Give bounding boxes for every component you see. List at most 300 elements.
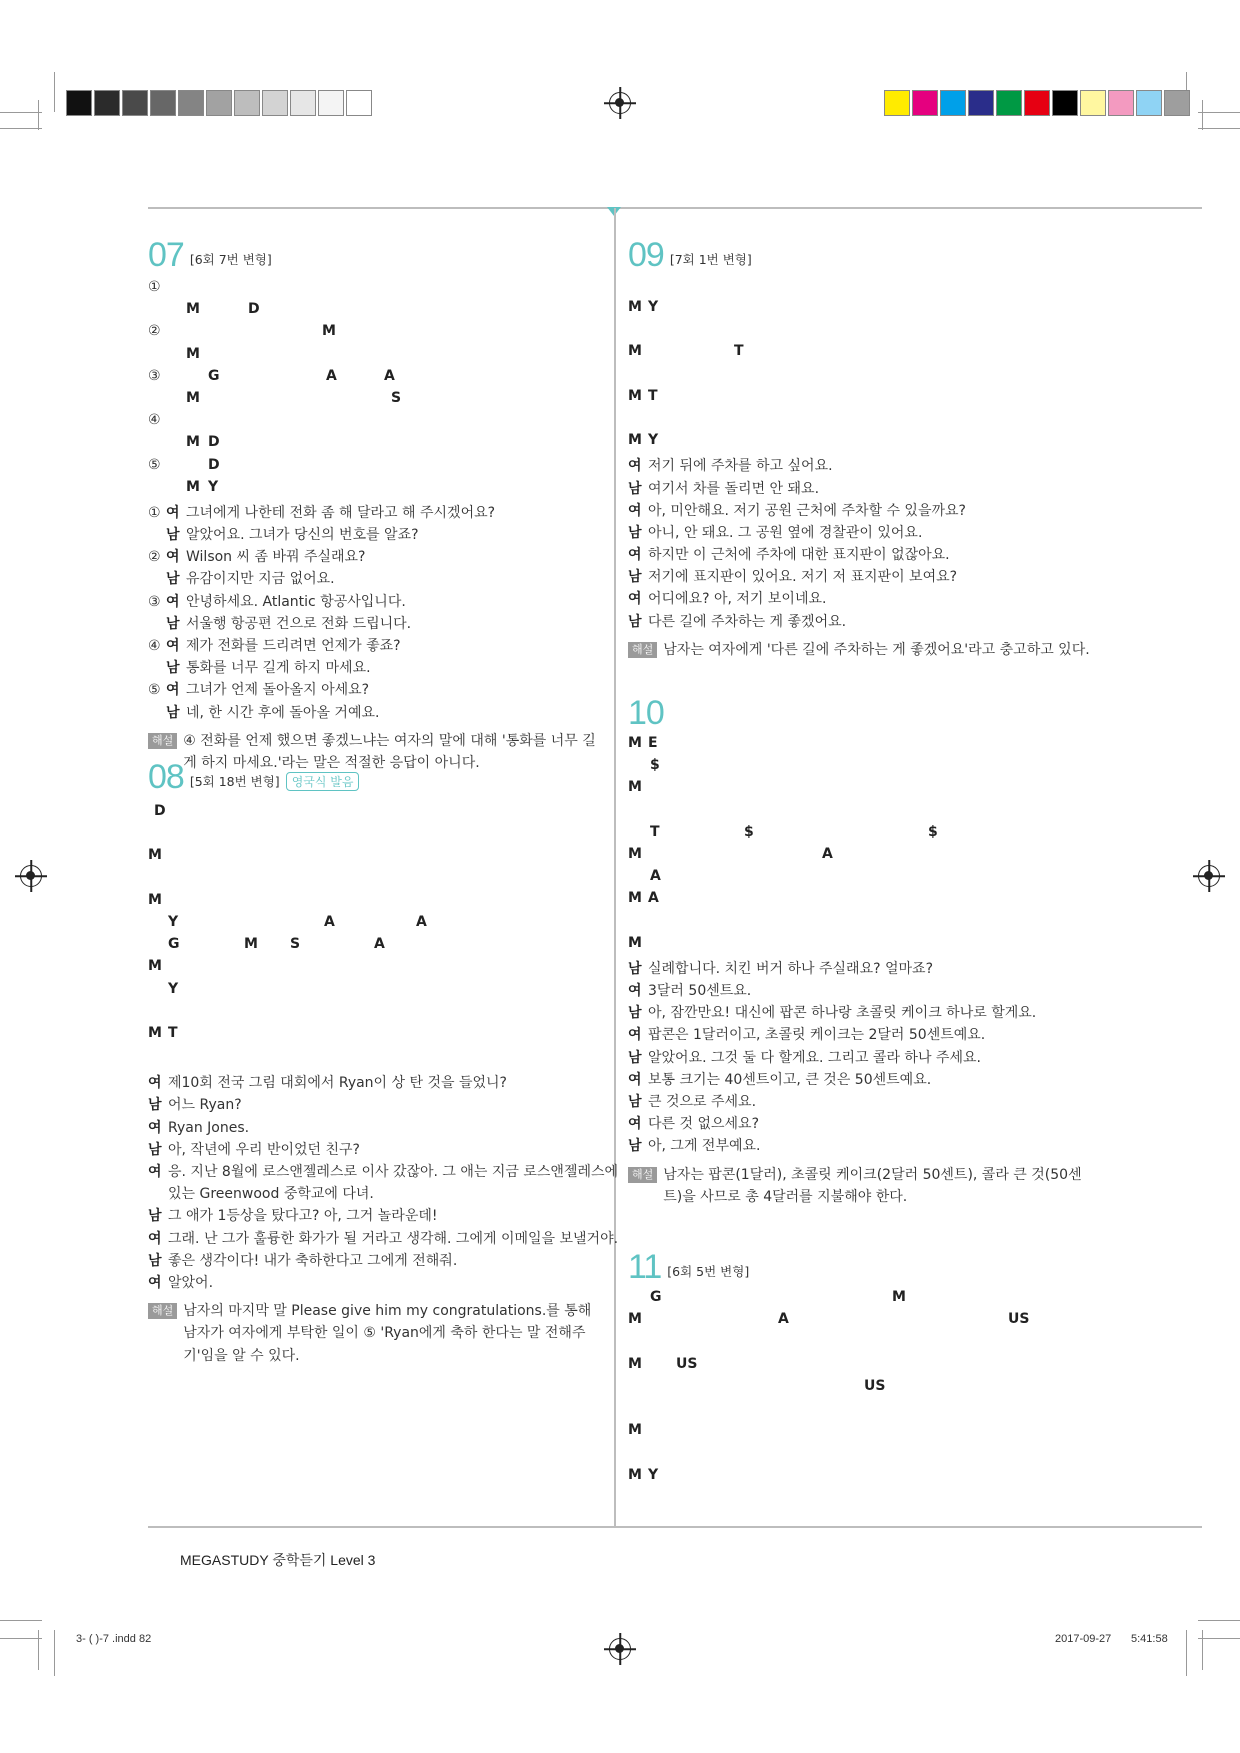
fragment-glyph: M: [186, 345, 200, 362]
crop-mark-tl-h: [0, 112, 42, 113]
slug-filename: 3- ( )-7 .indd 82: [76, 1633, 152, 1645]
fragment-glyph: M: [628, 1311, 642, 1328]
fragment-line: [628, 932, 1098, 954]
dialog-line: [628, 1069, 1098, 1091]
dialog-text: 그 애가 1등상을 탔다고? 아, 그거 놀라운데!: [168, 1208, 438, 1225]
dialog-line: [148, 1183, 598, 1205]
question-08: [148, 756, 619, 1367]
color-swatch: [912, 90, 938, 116]
speaker-label: 남: [148, 1097, 162, 1114]
fragment-glyph: A: [778, 1311, 789, 1328]
dialog-text: 저기 뒤에 주차를 하고 싶어요.: [648, 458, 833, 475]
fragment-glyph: M: [186, 389, 200, 406]
dialog-text: 그녀가 언제 돌아올지 아세요?: [186, 682, 370, 699]
transcript-fragments: [628, 296, 1098, 451]
crop-mark-tl-v2: [38, 100, 39, 130]
dialog-text: 통화를 너무 길게 하지 마세요.: [186, 660, 371, 677]
dialog-line: [148, 1272, 598, 1294]
dialog-line: [628, 980, 1098, 1002]
option-number: ④: [148, 638, 161, 654]
dialog-line: [148, 591, 598, 613]
fragment-line: [628, 1330, 1098, 1352]
speaker-label: 여: [628, 1071, 642, 1088]
speaker-label: 남: [628, 960, 642, 977]
color-swatch: [318, 90, 344, 116]
dialog-line: [628, 1113, 1098, 1135]
question-source-tag: [5회 18번 변형]: [189, 774, 280, 789]
speaker-label: 남: [148, 1252, 162, 1269]
dialog-text: 팝콘은 1달러이고, 초콜릿 케이크는 2달러 50센트예요.: [648, 1027, 986, 1044]
left-column: [148, 234, 619, 1364]
fragment-glyph: Y: [168, 980, 179, 997]
fragment-glyph: M: [628, 343, 642, 360]
speaker-label: 여: [148, 1274, 162, 1291]
fragment-line: [628, 429, 1098, 451]
fragment-glyph: M: [628, 890, 642, 907]
fragment-glyph: M: [628, 1466, 642, 1483]
explanation-text: 남자의 마지막 말 Please give him my congratulations.를 통해 남자가 여자에게 부탁한 일이 ⑤ 'Ryan에게 축하 한다는 말 전해주기'임을 알 수 있다.: [183, 1303, 592, 1364]
dialog-line: [148, 546, 598, 568]
color-swatch: [884, 90, 910, 116]
column-divider: [614, 208, 616, 1526]
dialog-line: [628, 1002, 1098, 1024]
dialog-line: [148, 568, 598, 590]
pronunciation-badge: 영국식 발음: [286, 772, 360, 791]
dialog-line: [148, 524, 598, 546]
fragment-line: [628, 776, 1098, 798]
speaker-label: 여: [148, 1164, 162, 1180]
dialog-text: 다른 것 없으세요?: [648, 1116, 759, 1133]
explanation-tag: 해설: [628, 1167, 657, 1183]
color-swatch: [1108, 90, 1134, 116]
explanation-text: 남자는 팝콘(1달러), 초콜릿 케이크(2달러 50센트), 콜라 큰 것(50센트)을 사므로 총 4달러를 지불해야 한다.: [663, 1166, 1082, 1205]
fragment-line: [628, 1375, 1098, 1397]
dialog-line: [148, 1161, 619, 1183]
color-swatch: [346, 90, 372, 116]
explanation-tag: 해설: [148, 1303, 177, 1319]
option-number: ⑤: [148, 682, 161, 699]
fragment-glyph: Y: [648, 1466, 659, 1483]
transcript-fragments: [148, 800, 598, 1044]
option-number: ①: [148, 279, 161, 295]
dialog-text: 어디에요? 아, 저기 보이네요.: [648, 591, 827, 608]
explanation-tag: 해설: [148, 733, 177, 749]
explanation: [628, 1164, 1098, 1208]
fragment-line: [628, 887, 1098, 909]
dialog-text: 안녕하세요. Atlantic 항공사입니다.: [186, 593, 406, 610]
fragment-line: [628, 754, 1098, 776]
fragment-glyph: M: [628, 299, 642, 315]
speaker-label: 남: [166, 615, 180, 632]
fragment-glyph: M: [628, 387, 642, 404]
speaker-label: 여: [148, 1230, 162, 1247]
question-number: 08: [148, 758, 184, 796]
fragment-glyph: T: [734, 343, 744, 360]
crop-mark-bl-h: [0, 1620, 42, 1621]
fragment-line: [628, 1464, 1098, 1486]
fragment-line: [628, 843, 1098, 865]
speaker-label: 여: [628, 983, 642, 1000]
fragment-glyph: A: [326, 367, 337, 384]
dialog-line: [148, 679, 598, 701]
fragment-line: [148, 911, 598, 933]
dialog-line: [628, 1047, 1098, 1069]
fragment-glyph: M: [148, 1024, 162, 1041]
crop-mark-tl-v: [54, 72, 55, 112]
dialog-line: [148, 1205, 598, 1227]
fragment-glyph: Y: [208, 478, 219, 495]
fragment-glyph: A: [416, 913, 427, 930]
dialog-line: [628, 1135, 1098, 1157]
speaker-label: 여: [166, 682, 180, 699]
dialog-line: [148, 1072, 598, 1094]
color-swatch: [206, 90, 232, 116]
fragment-line: [148, 343, 598, 365]
fragment-glyph: S: [391, 389, 402, 406]
speaker-label: 여: [628, 502, 642, 519]
bottom-rule: [148, 1526, 1202, 1528]
fragment-glyph: Y: [648, 299, 659, 315]
question-source-tag: [6회 5번 변형]: [667, 1264, 750, 1279]
dialog-line: [148, 702, 598, 724]
question-number: 09: [628, 236, 664, 274]
fragment-line: [628, 296, 1098, 318]
crop-mark-br-v2: [1202, 1630, 1203, 1670]
speaker-label: 여: [628, 458, 642, 475]
question-header: [628, 1246, 1098, 1284]
dialog-line: [628, 1091, 1098, 1113]
question-number: 10: [628, 694, 664, 732]
dialog-line: [628, 588, 1098, 610]
fragment-line: [628, 865, 1098, 887]
fragment-glyph: Y: [168, 913, 179, 930]
question-source-tag: [6회 7번 변형]: [189, 252, 272, 267]
fragment-line: [148, 800, 598, 822]
question-header: [628, 692, 1098, 730]
color-swatch: [290, 90, 316, 116]
fragment-line: [628, 340, 1098, 362]
slug-time: 5:41:58: [1131, 1633, 1168, 1645]
dialog-text: 여기서 차를 돌리면 안 돼요.: [648, 480, 820, 497]
fragment-glyph: M: [628, 934, 642, 951]
speaker-label: 여: [148, 1075, 162, 1092]
option-number: ⑤: [148, 456, 161, 473]
speaker-label: 남: [148, 1208, 162, 1225]
dialog-text: 아, 그게 전부예요.: [648, 1138, 761, 1155]
fragment-glyph: T: [168, 1024, 178, 1041]
dialog-text: 제가 전화를 드리려면 언제가 좋죠?: [186, 638, 401, 654]
color-swatch: [1080, 90, 1106, 116]
fragment-glyph: Y: [648, 432, 659, 449]
crop-mark-br-v: [1186, 1630, 1187, 1676]
fragment-glyph: M: [628, 1422, 642, 1439]
dialog-text: 알았어.: [168, 1274, 214, 1291]
fragment-glyph: G: [208, 367, 220, 384]
dialog-text: 그녀에게 나한테 전화 좀 해 달라고 해 주시겠어요?: [186, 504, 496, 521]
crop-mark-tr-h2: [1198, 128, 1240, 129]
fragment-glyph: $: [928, 823, 938, 840]
explanation-text: 남자는 여자에게 '다른 길에 주차하는 게 좋겠어요'라고 충고하고 있다.: [663, 641, 1090, 658]
fragment-line: [628, 821, 1098, 843]
registration-mark-bottom-icon: [609, 1638, 631, 1660]
fragment-line: [148, 822, 598, 844]
fragment-glyph: M: [628, 779, 642, 796]
dialog-text: 그래. 난 그가 훌륭한 화가가 될 거라고 생각해. 그에게 이메일을 보낼거야.: [168, 1230, 619, 1247]
translation-dialog: [148, 1072, 619, 1294]
color-swatch: [234, 90, 260, 116]
fragment-line: [148, 1000, 598, 1022]
color-swatch: [1052, 90, 1078, 116]
crop-mark-tr-h: [1198, 112, 1240, 113]
dialog-line: [628, 478, 1098, 500]
fragment-line: [148, 889, 598, 911]
fragment-glyph: A: [650, 868, 661, 885]
fragment-glyph: M: [628, 432, 642, 449]
option-number: ②: [148, 323, 161, 340]
speaker-label: 남: [628, 1005, 642, 1022]
fragment-glyph: T: [648, 387, 658, 404]
color-swatch: [262, 90, 288, 116]
speaker-label: 남: [628, 1094, 642, 1110]
speaker-label: 여: [166, 504, 180, 521]
color-swatch: [1164, 90, 1190, 116]
fragment-glyph: M: [186, 478, 200, 495]
speaker-label: 남: [166, 704, 180, 721]
option-number: ①: [148, 504, 161, 521]
dialog-text: 아니, 안 돼요. 그 공원 옆에 경찰관이 있어요.: [648, 524, 923, 541]
color-swatch: [66, 90, 92, 116]
color-swatch: [1024, 90, 1050, 116]
question-07: [148, 234, 598, 774]
slug-date: 2017-09-27: [1055, 1633, 1112, 1645]
dialog-line: [628, 455, 1098, 477]
crop-mark-br-h: [1198, 1620, 1240, 1621]
speaker-label: 여: [148, 1119, 162, 1136]
dialog-line: [148, 635, 598, 657]
dialog-line: [628, 566, 1098, 588]
dialog-text: 어느 Ryan?: [168, 1097, 242, 1114]
fragment-glyph: A: [324, 913, 335, 930]
color-swatch: [996, 90, 1022, 116]
fragment-line: [628, 385, 1098, 407]
registration-mark-left-icon: [20, 865, 42, 887]
fragment-line: [148, 431, 598, 453]
translation-dialog: [628, 455, 1098, 633]
speaker-label: 여: [628, 547, 642, 564]
dialog-line: [628, 611, 1098, 633]
fragment-glyph: T: [650, 823, 660, 840]
fragment-glyph: M: [322, 323, 336, 340]
dialog-line: [628, 958, 1098, 980]
fragment-glyph: A: [648, 890, 659, 907]
crop-mark-tl-h2: [0, 128, 42, 129]
fragment-line: [148, 365, 598, 387]
fragment-line: [148, 454, 598, 476]
option-number: ③: [148, 367, 161, 384]
dialog-text: 서울행 항공편 건으로 전화 드립니다.: [186, 615, 412, 632]
speaker-label: 남: [166, 660, 180, 677]
fragment-line: [148, 1022, 598, 1044]
fragment-line: [148, 298, 598, 320]
dialog-text: 아, 미안해요. 저기 공원 근처에 주차할 수 있을까요?: [648, 502, 966, 519]
fragment-glyph: M: [148, 891, 162, 908]
speaker-label: 남: [628, 1138, 642, 1155]
fragment-line: [628, 1397, 1098, 1419]
fragment-glyph: US: [676, 1355, 698, 1372]
fragment-line: [148, 409, 598, 431]
speaker-label: 남: [628, 569, 642, 586]
fragment-glyph: M: [186, 301, 200, 318]
dialog-text: 하지만 이 근처에 주차에 대한 표지판이 없잖아요.: [648, 547, 950, 564]
dialog-text: 다른 길에 주차하는 게 좋겠어요.: [648, 613, 847, 630]
question-header: [628, 234, 1098, 272]
fragment-line: [148, 276, 598, 298]
crop-mark-bl-v: [54, 1630, 55, 1676]
fragment-glyph: M: [148, 847, 162, 864]
right-column: [628, 234, 1098, 1483]
fragment-line: [148, 844, 598, 866]
fragment-glyph: M: [628, 1355, 642, 1372]
explanation-tag: 해설: [628, 642, 657, 658]
fragment-line: [628, 1419, 1098, 1441]
fragment-glyph: S: [290, 936, 301, 953]
color-swatch: [940, 90, 966, 116]
dialog-line: [628, 1024, 1098, 1046]
color-swatch: [150, 90, 176, 116]
question-10: [628, 692, 1098, 1208]
speaker-label: 남: [628, 524, 642, 541]
dialog-text: 알았어요. 그녀가 당신의 번호를 알죠?: [186, 527, 419, 544]
dialog-text: Wilson 씨 좀 바꿔 주실래요?: [186, 549, 366, 566]
color-swatch: [122, 90, 148, 116]
fragment-line: [628, 1286, 1098, 1308]
dialog-line: [628, 544, 1098, 566]
fragment-glyph: D: [248, 301, 260, 318]
fragment-glyph: M: [244, 936, 258, 953]
fragment-glyph: US: [864, 1377, 886, 1394]
color-swatch: [94, 90, 120, 116]
dialog-text: 큰 것으로 주세요.: [648, 1094, 757, 1110]
fragment-line: [148, 933, 598, 955]
fragment-glyph: D: [154, 803, 166, 819]
fragment-line: [148, 476, 598, 498]
fragment-glyph: US: [1008, 1311, 1030, 1328]
fragment-glyph: G: [168, 936, 180, 953]
fragment-glyph: $: [650, 757, 660, 774]
speaker-label: 남: [148, 1141, 162, 1158]
speaker-label: 남: [628, 1049, 642, 1066]
speaker-label: 여: [628, 1027, 642, 1044]
dialog-text: 3달러 50센트요.: [648, 983, 752, 1000]
dialog-text: 아, 작년에 우리 반이었던 친구?: [168, 1141, 360, 1158]
dialog-text: 있는 Greenwood 중학교에 다녀.: [168, 1186, 374, 1203]
transcript-fragments: [628, 1286, 1098, 1486]
speaker-label: 여: [628, 591, 642, 608]
option-transcript-fragments: [148, 276, 598, 498]
question-source-tag: [7회 1번 변형]: [669, 252, 752, 267]
speaker-label: 여: [166, 638, 180, 654]
dialog-line: [148, 1139, 598, 1161]
dialog-line: [148, 613, 598, 635]
question-number: 11: [628, 1248, 662, 1286]
fragment-line: [628, 910, 1098, 932]
fragment-line: [148, 978, 598, 1000]
fragment-line: [628, 732, 1098, 754]
question-09: [628, 234, 1098, 661]
dialog-text: 알았어요. 그것 둘 다 할게요. 그리고 콜라 하나 주세요.: [648, 1049, 981, 1066]
crop-mark-tr-v2: [1202, 100, 1203, 130]
option-number: ③: [148, 593, 161, 610]
dialog-line: [148, 1117, 598, 1139]
translation-dialog: [148, 502, 598, 724]
fragment-line: [628, 1353, 1098, 1375]
question-11: [628, 1246, 1098, 1486]
fragment-line: [628, 799, 1098, 821]
dialog-text: 실례합니다. 치킨 버거 하나 주실래요? 얼마죠?: [648, 960, 933, 977]
fragment-line: [148, 387, 598, 409]
fragment-line: [148, 955, 598, 977]
fragment-glyph: M: [892, 1289, 906, 1305]
fragment-glyph: G: [650, 1289, 662, 1305]
dialog-text: 응. 지난 8월에 로스앤젤레스로 이사 갔잖아. 그 애는 지금 로스앤젤레스에: [168, 1164, 619, 1180]
dialog-text: 저기에 표지판이 있어요. 저기 저 표지판이 보여요?: [648, 569, 958, 586]
fragment-glyph: A: [374, 936, 385, 953]
fragment-line: [628, 318, 1098, 340]
fragment-glyph: A: [822, 845, 833, 862]
fragment-glyph: $: [744, 823, 754, 840]
registration-mark-top-icon: [609, 92, 631, 114]
crop-mark-bl-h2: [0, 1638, 42, 1639]
color-swatch: [1136, 90, 1162, 116]
fragment-glyph: M: [628, 845, 642, 862]
registration-mark-right-icon: [1198, 865, 1220, 887]
dialog-line: [148, 657, 598, 679]
book-title: MEGASTUDY 중학듣기 Level 3: [180, 1552, 376, 1568]
explanation: [148, 1300, 598, 1367]
speaker-label: 여: [166, 593, 180, 610]
dialog-line: [628, 500, 1098, 522]
fragment-glyph: D: [208, 456, 220, 473]
question-number: 07: [148, 236, 184, 274]
dialog-line: [148, 502, 598, 524]
fragment-line: [628, 1308, 1098, 1330]
question-header: [148, 234, 598, 272]
speaker-label: 여: [166, 549, 180, 566]
fragment-glyph: M: [148, 958, 162, 975]
dialog-line: [628, 522, 1098, 544]
speaker-label: 남: [166, 527, 180, 544]
dialog-text: Ryan Jones.: [168, 1119, 250, 1136]
explanation: [628, 639, 1098, 661]
fragment-line: [628, 407, 1098, 429]
crop-mark-br-h2: [1198, 1638, 1240, 1639]
question-header: [148, 756, 598, 794]
fragment-glyph: M: [628, 735, 642, 751]
option-number: ②: [148, 549, 161, 566]
fragment-line: [628, 363, 1098, 385]
fragment-line: [148, 320, 598, 342]
fragment-glyph: M: [186, 434, 200, 451]
transcript-fragments: [628, 732, 1098, 954]
fragment-glyph: E: [648, 735, 658, 751]
crop-mark-bl-v2: [38, 1630, 39, 1670]
dialog-text: 제10회 전국 그림 대회에서 Ryan이 상 탄 것을 들었니?: [168, 1075, 507, 1092]
dialog-text: 보통 크기는 40센트이고, 큰 것은 50센트예요.: [648, 1071, 932, 1088]
dialog-line: [148, 1094, 598, 1116]
option-number: ④: [148, 412, 161, 429]
color-swatch: [178, 90, 204, 116]
dialog-text: 좋은 생각이다! 내가 축하한다고 그에게 전해줘.: [168, 1252, 458, 1269]
